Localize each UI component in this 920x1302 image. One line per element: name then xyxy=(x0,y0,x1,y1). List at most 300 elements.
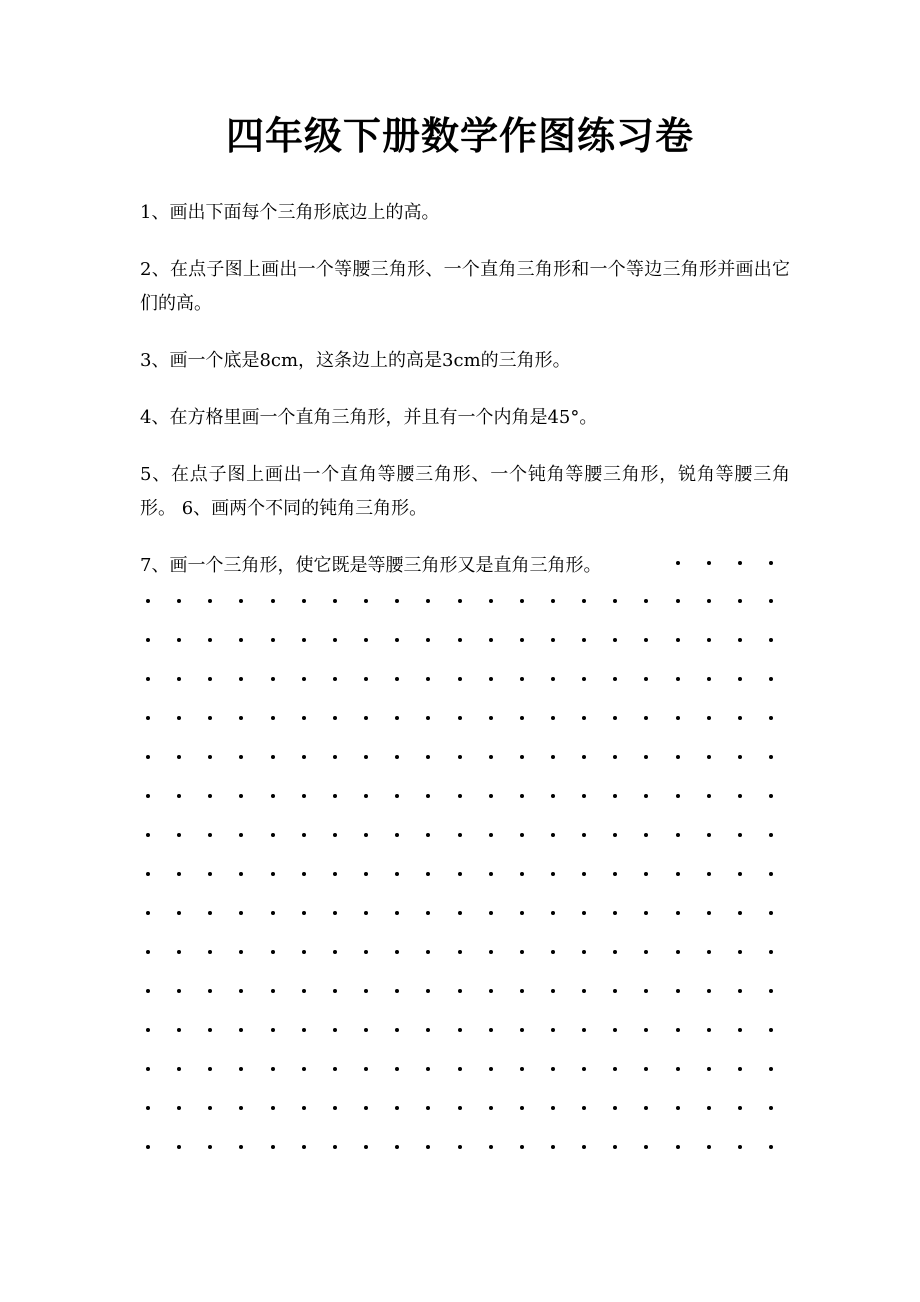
grid-dot xyxy=(458,755,462,759)
grid-dot xyxy=(333,1067,337,1071)
grid-dot xyxy=(208,638,212,642)
grid-dot xyxy=(208,950,212,954)
grid-dot xyxy=(364,872,368,876)
grid-dot xyxy=(613,638,617,642)
grid-dot xyxy=(146,794,150,798)
grid-dot xyxy=(395,755,399,759)
grid-dot xyxy=(582,1106,586,1110)
grid-dot xyxy=(146,911,150,915)
grid-dot xyxy=(676,1106,680,1110)
grid-dot xyxy=(676,677,680,681)
grid-dot xyxy=(146,833,150,837)
grid-dot xyxy=(271,989,275,993)
grid-dot xyxy=(364,1067,368,1071)
grid-dot xyxy=(364,755,368,759)
grid-dot xyxy=(644,1028,648,1032)
grid-dot xyxy=(489,911,493,915)
grid-dot xyxy=(738,911,742,915)
grid-dot xyxy=(489,833,493,837)
grid-dot xyxy=(489,794,493,798)
grid-dot xyxy=(613,794,617,798)
grid-dot xyxy=(769,872,773,876)
grid-dot xyxy=(551,677,555,681)
grid-dot xyxy=(364,1028,368,1032)
grid-dot xyxy=(769,1145,773,1149)
grid-dot xyxy=(676,1067,680,1071)
grid-dot xyxy=(426,1028,430,1032)
grid-dot xyxy=(582,1145,586,1149)
grid-dot xyxy=(582,1067,586,1071)
grid-dot xyxy=(239,755,243,759)
grid-dot xyxy=(520,989,524,993)
grid-dot xyxy=(395,1067,399,1071)
grid-dot xyxy=(644,1106,648,1110)
grid-dot xyxy=(489,872,493,876)
grid-dot xyxy=(239,1067,243,1071)
grid-dot xyxy=(177,833,181,837)
grid-dot xyxy=(676,755,680,759)
grid-dot xyxy=(769,638,773,642)
grid-dot xyxy=(613,1145,617,1149)
grid-dot xyxy=(426,1145,430,1149)
grid-dot xyxy=(239,716,243,720)
grid-dot xyxy=(458,1067,462,1071)
grid-dot xyxy=(707,911,711,915)
grid-dot xyxy=(208,1028,212,1032)
grid-dot xyxy=(426,1067,430,1071)
grid-dot xyxy=(738,794,742,798)
grid-dot xyxy=(707,677,711,681)
grid-dot xyxy=(551,794,555,798)
grid-dot xyxy=(426,677,430,681)
grid-dot xyxy=(239,872,243,876)
grid-dot xyxy=(395,872,399,876)
grid-dot xyxy=(208,716,212,720)
grid-dot xyxy=(271,1145,275,1149)
grid-dot xyxy=(395,1145,399,1149)
grid-dot xyxy=(520,716,524,720)
grid-dot xyxy=(302,1028,306,1032)
grid-dot xyxy=(426,716,430,720)
question-3: 3、画一个底是8cm，这条边上的高是3cm的三角形。 xyxy=(140,350,571,371)
grid-dot xyxy=(426,989,430,993)
grid-dot xyxy=(395,794,399,798)
grid-dot xyxy=(271,638,275,642)
grid-dot xyxy=(738,1067,742,1071)
grid-dot xyxy=(551,755,555,759)
grid-dot xyxy=(676,1028,680,1032)
grid-dot xyxy=(707,1106,711,1110)
page-title: 四年级下册数学作图练习卷 xyxy=(225,114,694,158)
grid-dot xyxy=(146,716,150,720)
grid-dot xyxy=(395,716,399,720)
grid-dot xyxy=(582,794,586,798)
grid-dot xyxy=(177,755,181,759)
grid-dot xyxy=(676,911,680,915)
grid-dot xyxy=(644,911,648,915)
grid-dot xyxy=(738,950,742,954)
grid-dot xyxy=(333,989,337,993)
grid-dot xyxy=(489,989,493,993)
grid-dot xyxy=(177,1106,181,1110)
grid-dot xyxy=(644,833,648,837)
grid-dot xyxy=(271,755,275,759)
grid-dot xyxy=(458,989,462,993)
grid-dot xyxy=(271,716,275,720)
grid-dot xyxy=(520,677,524,681)
grid-dot xyxy=(458,911,462,915)
grid-dot xyxy=(676,833,680,837)
grid-dot xyxy=(364,950,368,954)
grid-dot xyxy=(239,833,243,837)
grid-dot xyxy=(395,950,399,954)
grid-dot xyxy=(302,1067,306,1071)
grid-dot xyxy=(208,794,212,798)
grid-dot xyxy=(551,950,555,954)
question-7: 7、画一个三角形，使它既是等腰三角形又是直角三角形。 xyxy=(140,555,602,576)
grid-dot xyxy=(707,716,711,720)
grid-dot xyxy=(520,794,524,798)
grid-dot xyxy=(707,1145,711,1149)
grid-dot xyxy=(769,1028,773,1032)
grid-dot xyxy=(208,755,212,759)
grid-dot xyxy=(458,833,462,837)
grid-dot xyxy=(707,755,711,759)
grid-dot xyxy=(239,989,243,993)
grid-dot xyxy=(707,950,711,954)
grid-dot xyxy=(208,989,212,993)
grid-dot xyxy=(769,1106,773,1110)
grid-dot xyxy=(489,677,493,681)
grid-dot xyxy=(707,872,711,876)
grid-dot xyxy=(489,716,493,720)
grid-dot xyxy=(520,755,524,759)
grid-dot xyxy=(146,989,150,993)
grid-dot xyxy=(302,872,306,876)
grid-dot xyxy=(707,1067,711,1071)
grid-dot xyxy=(676,1145,680,1149)
grid-dot xyxy=(333,950,337,954)
grid-dot xyxy=(644,872,648,876)
grid-dot xyxy=(426,911,430,915)
grid-dot xyxy=(613,872,617,876)
grid-dot xyxy=(426,950,430,954)
grid-dot xyxy=(302,1106,306,1110)
grid-dot xyxy=(520,950,524,954)
grid-dot xyxy=(333,1145,337,1149)
grid-dot xyxy=(302,950,306,954)
grid-dot xyxy=(551,1067,555,1071)
grid-dot xyxy=(395,911,399,915)
grid-dot xyxy=(208,1145,212,1149)
grid-dot xyxy=(489,1067,493,1071)
grid-dot xyxy=(271,1067,275,1071)
grid-dot xyxy=(707,638,711,642)
grid-dot xyxy=(146,1145,150,1149)
grid-dot xyxy=(302,989,306,993)
grid-dot xyxy=(676,794,680,798)
grid-dot xyxy=(177,872,181,876)
grid-dot xyxy=(769,794,773,798)
grid-dot xyxy=(582,1028,586,1032)
grid-dot xyxy=(364,716,368,720)
grid-dot xyxy=(676,950,680,954)
grid-dot xyxy=(426,872,430,876)
grid-dot xyxy=(707,794,711,798)
grid-dot xyxy=(302,911,306,915)
grid-dot xyxy=(613,1067,617,1071)
question-list xyxy=(140,196,790,606)
grid-dot xyxy=(364,989,368,993)
grid-dot xyxy=(395,638,399,642)
grid-dot xyxy=(364,1145,368,1149)
grid-dot xyxy=(146,1028,150,1032)
grid-dot xyxy=(769,833,773,837)
grid-dot xyxy=(644,716,648,720)
grid-dot xyxy=(707,1028,711,1032)
grid-dot xyxy=(489,1106,493,1110)
grid-dot xyxy=(208,1106,212,1110)
grid-dot xyxy=(208,911,212,915)
grid-dot xyxy=(426,1106,430,1110)
grid-dot xyxy=(271,833,275,837)
grid-dot xyxy=(177,677,181,681)
grid-dot xyxy=(738,1145,742,1149)
grid-dot xyxy=(613,833,617,837)
grid-dot xyxy=(146,872,150,876)
grid-dot xyxy=(551,911,555,915)
grid-dot xyxy=(551,1106,555,1110)
grid-dot xyxy=(395,833,399,837)
grid-dot xyxy=(239,677,243,681)
grid-dot xyxy=(738,989,742,993)
grid-dot xyxy=(302,794,306,798)
grid-dot xyxy=(177,911,181,915)
grid-dot xyxy=(177,638,181,642)
grid-dot xyxy=(613,1028,617,1032)
grid-dot xyxy=(769,716,773,720)
grid-dot xyxy=(333,677,337,681)
grid-dot xyxy=(582,950,586,954)
grid-dot xyxy=(302,755,306,759)
grid-dot xyxy=(302,638,306,642)
grid-dot xyxy=(738,716,742,720)
grid-dot xyxy=(271,950,275,954)
grid-dot xyxy=(208,872,212,876)
grid-dot xyxy=(613,716,617,720)
grid-dot xyxy=(239,794,243,798)
grid-dot xyxy=(208,677,212,681)
grid-dot xyxy=(208,833,212,837)
grid-dot xyxy=(364,677,368,681)
grid-dot xyxy=(333,872,337,876)
grid-dot xyxy=(644,1067,648,1071)
grid-dot xyxy=(426,755,430,759)
grid-dot xyxy=(489,1028,493,1032)
grid-dot xyxy=(644,638,648,642)
grid-dot xyxy=(146,755,150,759)
grid-dot xyxy=(738,833,742,837)
grid-dot xyxy=(364,794,368,798)
grid-dot xyxy=(364,833,368,837)
grid-dot xyxy=(520,638,524,642)
grid-dot xyxy=(271,872,275,876)
grid-dot xyxy=(676,989,680,993)
grid-dot xyxy=(676,716,680,720)
grid-dot xyxy=(769,677,773,681)
grid-dot xyxy=(582,677,586,681)
grid-dot xyxy=(489,755,493,759)
question-2: 2、在点子图上画出一个等腰三角形、一个直角三角形和一个等边三角形并画出它们的高。 xyxy=(140,259,790,314)
grid-dot xyxy=(333,911,337,915)
grid-dot xyxy=(769,1067,773,1071)
grid-dot xyxy=(239,950,243,954)
grid-dot xyxy=(707,989,711,993)
grid-dot xyxy=(333,794,337,798)
grid-dot xyxy=(613,989,617,993)
grid-dot xyxy=(333,716,337,720)
grid-dot xyxy=(489,950,493,954)
grid-dot xyxy=(520,1145,524,1149)
grid-dot xyxy=(177,716,181,720)
grid-dot xyxy=(520,1067,524,1071)
grid-dot xyxy=(613,950,617,954)
grid-dot xyxy=(146,1067,150,1071)
grid-dot xyxy=(458,872,462,876)
grid-dot xyxy=(707,833,711,837)
grid-dot xyxy=(302,833,306,837)
grid-dot xyxy=(676,638,680,642)
grid-dot xyxy=(738,1106,742,1110)
grid-dot xyxy=(582,833,586,837)
grid-dot xyxy=(177,794,181,798)
grid-dot xyxy=(613,755,617,759)
grid-dot xyxy=(551,833,555,837)
grid-dot xyxy=(551,638,555,642)
grid-dot xyxy=(738,1028,742,1032)
grid-dot xyxy=(333,638,337,642)
grid-dot xyxy=(551,1028,555,1032)
grid-dot xyxy=(582,911,586,915)
grid-dot xyxy=(613,1106,617,1110)
grid-dot xyxy=(302,1145,306,1149)
grid-dot xyxy=(333,833,337,837)
grid-dot xyxy=(644,677,648,681)
grid-dot xyxy=(644,794,648,798)
grid-dot xyxy=(644,989,648,993)
grid-dot xyxy=(644,1145,648,1149)
grid-dot xyxy=(769,755,773,759)
grid-dot xyxy=(177,950,181,954)
grid-dot xyxy=(333,1028,337,1032)
question-4: 4、在方格里画一个直角三角形，并且有一个内角是45°。 xyxy=(140,407,598,428)
grid-dot xyxy=(395,1106,399,1110)
grid-dot xyxy=(333,755,337,759)
grid-dot xyxy=(458,716,462,720)
grid-dot xyxy=(239,1145,243,1149)
grid-dot xyxy=(520,1106,524,1110)
grid-dot xyxy=(364,638,368,642)
grid-dot xyxy=(458,638,462,642)
grid-dot xyxy=(520,1028,524,1032)
grid-dot xyxy=(644,755,648,759)
question-1: 1、画出下面每个三角形底边上的高。 xyxy=(140,202,440,223)
grid-dot xyxy=(271,794,275,798)
grid-dot xyxy=(520,872,524,876)
grid-dot xyxy=(769,950,773,954)
grid-dot xyxy=(146,638,150,642)
grid-dot xyxy=(738,872,742,876)
grid-dot xyxy=(582,716,586,720)
grid-dot xyxy=(458,1145,462,1149)
grid-dot xyxy=(364,1106,368,1110)
grid-dot xyxy=(146,950,150,954)
grid-dot xyxy=(302,716,306,720)
question-5: 5、在点子图上画出一个直角等腰三角形、一个钝角等腰三角形，锐角等腰三角形。 6、画两个不同的钝角三角形。 xyxy=(140,464,790,519)
grid-dot xyxy=(458,677,462,681)
grid-dot xyxy=(458,794,462,798)
grid-dot xyxy=(458,950,462,954)
grid-dot xyxy=(551,872,555,876)
grid-dot xyxy=(271,1028,275,1032)
grid-dot xyxy=(582,755,586,759)
grid-dot xyxy=(613,677,617,681)
grid-dot xyxy=(395,677,399,681)
grid-dot xyxy=(333,1106,337,1110)
grid-dot xyxy=(613,911,617,915)
grid-dot xyxy=(551,716,555,720)
grid-dot xyxy=(738,755,742,759)
grid-dot xyxy=(239,1106,243,1110)
grid-dot xyxy=(302,677,306,681)
grid-dot xyxy=(364,911,368,915)
grid-dot xyxy=(489,1145,493,1149)
grid-dot xyxy=(582,989,586,993)
grid-dot xyxy=(177,1145,181,1149)
grid-dot xyxy=(395,1028,399,1032)
grid-dot xyxy=(395,989,399,993)
grid-dot xyxy=(520,911,524,915)
grid-dot xyxy=(426,638,430,642)
grid-dot xyxy=(738,638,742,642)
grid-dot xyxy=(239,911,243,915)
grid-dot xyxy=(489,638,493,642)
grid-dot xyxy=(582,872,586,876)
grid-dot xyxy=(271,677,275,681)
grid-dot xyxy=(239,638,243,642)
grid-dot xyxy=(426,833,430,837)
grid-dot xyxy=(146,1106,150,1110)
grid-dot xyxy=(271,911,275,915)
grid-dot xyxy=(551,989,555,993)
grid-dot xyxy=(426,794,430,798)
grid-dot xyxy=(582,638,586,642)
grid-dot xyxy=(738,677,742,681)
grid-dot xyxy=(458,1106,462,1110)
grid-dot xyxy=(177,1028,181,1032)
grid-dot xyxy=(520,833,524,837)
grid-dot xyxy=(208,1067,212,1071)
grid-dot xyxy=(177,989,181,993)
grid-dot xyxy=(769,911,773,915)
grid-dot xyxy=(676,872,680,876)
grid-dot xyxy=(644,950,648,954)
grid-dot xyxy=(271,1106,275,1110)
grid-dot xyxy=(239,1028,243,1032)
grid-dot xyxy=(769,989,773,993)
grid-dot xyxy=(551,1145,555,1149)
grid-dot xyxy=(458,1028,462,1032)
